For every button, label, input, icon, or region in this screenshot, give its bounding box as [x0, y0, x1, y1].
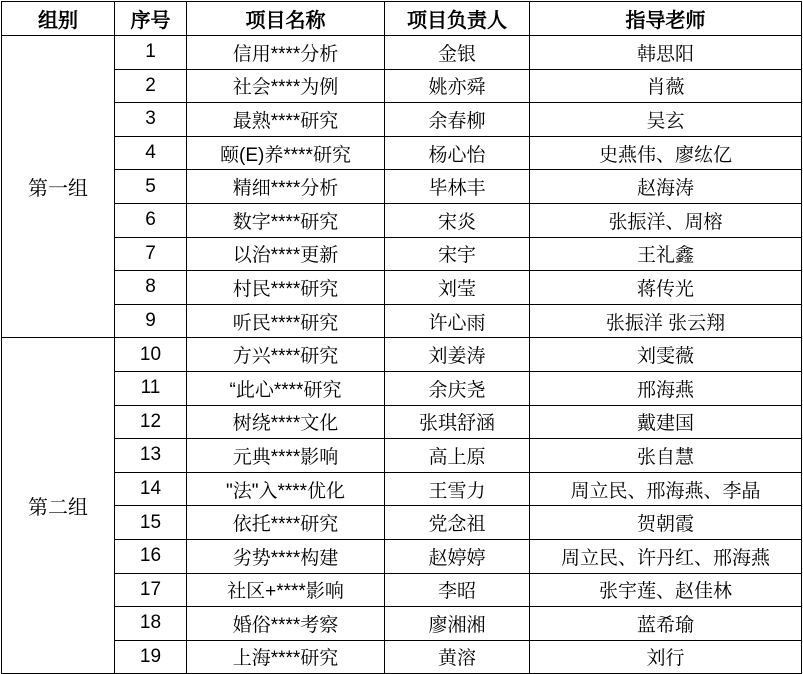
- project-name-cell: 听民****研究: [187, 304, 385, 338]
- table-row: [2, 640, 802, 674]
- leader-cell: 许心雨: [385, 304, 530, 338]
- advisor-cell: 刘雯薇: [530, 338, 802, 372]
- project-name-cell: 上海****研究: [187, 640, 385, 674]
- advisor-cell: 韩思阳: [530, 36, 802, 70]
- project-name-cell: 村民****研究: [187, 271, 385, 305]
- project-name-cell: 社区+****影响: [187, 573, 385, 607]
- table-row: [2, 439, 802, 473]
- advisor-cell: 吴玄: [530, 103, 802, 137]
- number-cell: 4: [115, 136, 187, 170]
- number-cell: 11: [115, 371, 187, 405]
- leader-cell: 刘莹: [385, 271, 530, 305]
- advisor-cell: 赵海涛: [530, 170, 802, 204]
- leader-cell: 廖湘湘: [385, 607, 530, 641]
- leader-cell: 赵婷婷: [385, 539, 530, 573]
- advisor-cell: 周立民、许丹红、邢海燕: [530, 539, 802, 573]
- leader-cell: 宋宇: [385, 237, 530, 271]
- project-name-cell: 婚俗****考察: [187, 607, 385, 641]
- project-name-cell: 劣势****构建: [187, 539, 385, 573]
- number-cell: 16: [115, 539, 187, 573]
- header-project-leader: 项目负责人: [385, 2, 530, 36]
- project-name-cell: “此心****研究: [187, 371, 385, 405]
- header-group: 组别: [2, 2, 115, 36]
- table-row: [2, 69, 802, 103]
- number-cell: 12: [115, 405, 187, 439]
- advisor-cell: 蓝希瑜: [530, 607, 802, 641]
- table-row: [2, 539, 802, 573]
- group-cell: 第一组: [2, 36, 115, 338]
- table-row: [2, 371, 802, 405]
- advisor-cell: 张宇莲、赵佳林: [530, 573, 802, 607]
- advisor-cell: 肖薇: [530, 69, 802, 103]
- number-cell: 10: [115, 338, 187, 372]
- leader-cell: 余春柳: [385, 103, 530, 137]
- advisor-cell: 王礼鑫: [530, 237, 802, 271]
- advisor-cell: 周立民、邢海燕、李晶: [530, 472, 802, 506]
- number-cell: 2: [115, 69, 187, 103]
- advisor-cell: 刘行: [530, 640, 802, 674]
- header-project-name: 项目名称: [187, 2, 385, 36]
- table-row: [2, 237, 802, 271]
- leader-cell: 毕林丰: [385, 170, 530, 204]
- leader-cell: 余庆尧: [385, 371, 530, 405]
- project-name-cell: 颐(E)养****研究: [187, 136, 385, 170]
- table-row: [2, 271, 802, 305]
- project-name-cell: 元典****影响: [187, 439, 385, 473]
- table-body: [2, 36, 802, 674]
- number-cell: 8: [115, 271, 187, 305]
- number-cell: 3: [115, 103, 187, 137]
- leader-cell: 高上原: [385, 439, 530, 473]
- table-row: [2, 573, 802, 607]
- table-row: [2, 338, 802, 372]
- leader-cell: 刘姜涛: [385, 338, 530, 372]
- number-cell: 14: [115, 472, 187, 506]
- table-row: [2, 203, 802, 237]
- table-row: [2, 103, 802, 137]
- number-cell: 19: [115, 640, 187, 674]
- header-row: [2, 2, 802, 36]
- leader-cell: 金银: [385, 36, 530, 70]
- table-row: [2, 304, 802, 338]
- group-cell: 第二组: [2, 338, 115, 674]
- table-row: [2, 405, 802, 439]
- header-advisor: 指导老师: [530, 2, 802, 36]
- project-name-cell: 数字****研究: [187, 203, 385, 237]
- leader-cell: 王雪力: [385, 472, 530, 506]
- project-table: [1, 1, 802, 674]
- advisor-cell: 蒋传光: [530, 271, 802, 305]
- advisor-cell: 贺朝霞: [530, 506, 802, 540]
- advisor-cell: 张自慧: [530, 439, 802, 473]
- number-cell: 15: [115, 506, 187, 540]
- leader-cell: 张琪舒涵: [385, 405, 530, 439]
- project-name-cell: 信用****分析: [187, 36, 385, 70]
- leader-cell: 杨心怡: [385, 136, 530, 170]
- advisor-cell: 邢海燕: [530, 371, 802, 405]
- leader-cell: 李昭: [385, 573, 530, 607]
- table-row: [2, 170, 802, 204]
- project-name-cell: 方兴****研究: [187, 338, 385, 372]
- number-cell: 1: [115, 36, 187, 70]
- project-name-cell: 树绕****文化: [187, 405, 385, 439]
- table-row: [2, 136, 802, 170]
- project-name-cell: 依托****研究: [187, 506, 385, 540]
- table-row: [2, 506, 802, 540]
- project-name-cell: 社会****为例: [187, 69, 385, 103]
- number-cell: 6: [115, 203, 187, 237]
- project-name-cell: 以治****更新: [187, 237, 385, 271]
- number-cell: 9: [115, 304, 187, 338]
- advisor-cell: 史燕伟、廖纮亿: [530, 136, 802, 170]
- table-row: [2, 36, 802, 70]
- project-name-cell: 精细****分析: [187, 170, 385, 204]
- number-cell: 5: [115, 170, 187, 204]
- leader-cell: 姚亦舜: [385, 69, 530, 103]
- number-cell: 13: [115, 439, 187, 473]
- advisor-cell: 张振洋 张云翔: [530, 304, 802, 338]
- number-cell: 18: [115, 607, 187, 641]
- project-name-cell: "法"入****优化: [187, 472, 385, 506]
- number-cell: 17: [115, 573, 187, 607]
- table-row: [2, 472, 802, 506]
- header-number: 序号: [115, 2, 187, 36]
- advisor-cell: 戴建国: [530, 405, 802, 439]
- advisor-cell: 张振洋、周榕: [530, 203, 802, 237]
- number-cell: 7: [115, 237, 187, 271]
- leader-cell: 党念祖: [385, 506, 530, 540]
- leader-cell: 黄溶: [385, 640, 530, 674]
- project-name-cell: 最熟****研究: [187, 103, 385, 137]
- table-row: [2, 607, 802, 641]
- leader-cell: 宋炎: [385, 203, 530, 237]
